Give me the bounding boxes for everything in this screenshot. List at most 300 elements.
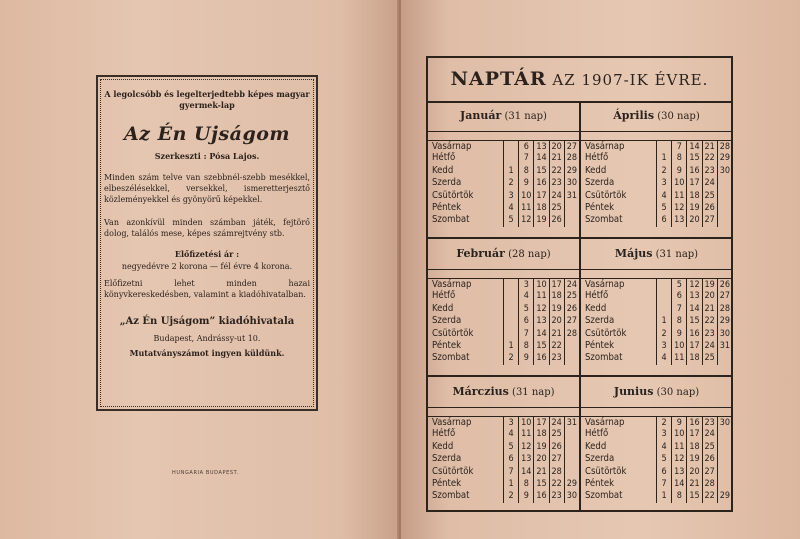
month-name: Márczius — [452, 385, 509, 398]
date-cell: 3 — [504, 416, 519, 428]
weekday-row — [581, 478, 732, 490]
date-cell: 25 — [703, 441, 718, 453]
date-cell: 5 — [504, 441, 519, 453]
date-cell: 27 — [566, 142, 577, 152]
month-rows — [428, 408, 579, 503]
month-day-count: (30 nap) — [653, 387, 700, 398]
date-cell: 22 — [703, 315, 718, 327]
weekday-name: Szombat — [581, 214, 657, 226]
weekday-row — [581, 352, 732, 364]
date-cell: 26 — [703, 453, 718, 465]
date-cell: 14 — [687, 140, 702, 152]
date-cell — [718, 453, 732, 465]
date-cell: 11 — [534, 290, 549, 302]
date-cell: 13 — [534, 140, 549, 152]
date-cell: 15 — [534, 478, 549, 490]
date-cell: 3 — [519, 278, 534, 290]
weekday-row — [581, 416, 732, 428]
date-cell: 4 — [519, 290, 534, 302]
date-cell: 31 — [566, 418, 577, 428]
date-cell: 17 — [687, 428, 702, 440]
date-cell: 30 — [719, 328, 730, 339]
date-cell: 23 — [703, 416, 718, 428]
date-cell — [657, 290, 672, 302]
date-cell: 20 — [550, 140, 565, 152]
date-cell: 1 — [657, 152, 672, 164]
date-cell: 28 — [703, 478, 718, 490]
date-cell: 24 — [703, 428, 718, 440]
date-cell — [504, 140, 519, 152]
date-cell: 4 — [504, 202, 519, 214]
weekday-name: Csütörtök — [581, 328, 657, 340]
date-cell: 5 — [519, 303, 534, 315]
date-cell — [565, 466, 579, 478]
date-cell — [504, 278, 519, 290]
date-cell — [504, 303, 519, 315]
weekday-name: Szombat — [581, 490, 657, 502]
weekday-row — [581, 453, 732, 465]
month-block — [581, 377, 732, 503]
date-cell — [718, 202, 732, 214]
date-cell: 17 — [534, 416, 549, 428]
date-cell: 23 — [703, 165, 718, 177]
month-name: Február — [456, 247, 505, 260]
date-cell: 13 — [672, 466, 687, 478]
date-cell: 14 — [534, 328, 549, 340]
date-cell: 26 — [703, 202, 718, 214]
date-cell — [657, 303, 672, 315]
month-day-count: (31 nap) — [652, 249, 699, 260]
date-cell: 27 — [719, 291, 730, 302]
month-block — [581, 101, 732, 227]
advertisement-box — [96, 75, 318, 411]
date-cell: 2 — [657, 416, 672, 428]
date-cell — [565, 202, 579, 214]
date-cell: 4 — [657, 190, 672, 202]
date-cell: 2 — [504, 352, 519, 364]
date-cell: 5 — [657, 202, 672, 214]
date-cell: 18 — [534, 202, 549, 214]
month-header — [428, 101, 579, 132]
weekday-name: Kedd — [581, 441, 657, 453]
weekday-name: Vasárnap — [428, 278, 504, 290]
weekday-name: Vasárnap — [581, 278, 657, 290]
date-cell: 3 — [657, 177, 672, 189]
date-cell: 23 — [550, 352, 565, 364]
date-cell: 22 — [550, 478, 565, 490]
ad-address: Budapest, Andrássy-ut 10. — [153, 334, 261, 343]
date-cell: 30 — [566, 178, 577, 189]
date-cell: 21 — [687, 478, 702, 490]
date-cell: 1 — [657, 315, 672, 327]
weekday-name: Csütörtök — [581, 466, 657, 478]
ad-subscription-label: Előfizetési ár : — [174, 249, 240, 259]
month-header — [428, 239, 579, 270]
date-cell — [718, 352, 732, 364]
month-header — [581, 377, 732, 408]
weekday-row — [428, 340, 579, 352]
weekday-row — [428, 416, 579, 428]
weekday-name: Péntek — [428, 340, 504, 352]
date-cell — [718, 466, 732, 478]
date-cell: 20 — [687, 466, 702, 478]
weekday-row — [581, 428, 732, 440]
date-cell: 29 — [566, 478, 577, 489]
ad-title: Az Én Ujságom — [123, 123, 291, 145]
weekday-row — [428, 466, 579, 478]
ad-paragraph-3: Előfizetni lehet minden hazai könyvkereskedésben, valamint a kiadóhivatalban. — [104, 279, 310, 299]
date-cell: 5 — [657, 453, 672, 465]
weekday-row — [581, 214, 732, 226]
month-header — [428, 377, 579, 408]
weekday-row — [581, 315, 732, 327]
month-day-count: (28 nap) — [504, 249, 551, 260]
weekday-row — [581, 328, 732, 340]
month-block — [428, 377, 579, 503]
date-cell: 18 — [687, 441, 702, 453]
date-cell — [565, 441, 579, 453]
date-cell: 14 — [687, 303, 702, 315]
month-header — [581, 239, 732, 270]
date-cell: 29 — [719, 153, 730, 164]
date-cell: 24 — [550, 416, 565, 428]
month-day-count: (31 nap) — [501, 111, 547, 122]
month-header — [581, 101, 732, 132]
date-cell: 22 — [703, 490, 718, 502]
date-cell: 11 — [519, 428, 534, 440]
month-rows — [581, 270, 732, 365]
date-cell: 30 — [566, 491, 577, 502]
weekday-name: Csütörtök — [581, 190, 657, 202]
date-cell: 26 — [719, 280, 730, 290]
weekday-name: Szombat — [581, 352, 657, 364]
date-cell: 16 — [687, 416, 702, 428]
weekday-row — [581, 140, 732, 152]
date-cell: 6 — [519, 140, 534, 152]
date-cell: 12 — [519, 441, 534, 453]
weekday-row — [428, 152, 579, 164]
month-name: Junius — [613, 385, 654, 398]
month-day-count: (31 nap) — [508, 387, 555, 398]
date-cell: 25 — [550, 202, 565, 214]
date-cell — [565, 340, 579, 352]
date-cell: 13 — [519, 453, 534, 465]
date-cell: 31 — [566, 190, 577, 201]
date-cell: 4 — [657, 352, 672, 364]
date-cell: 20 — [534, 453, 549, 465]
weekday-row — [428, 140, 579, 152]
weekday-row — [428, 290, 579, 302]
weekday-name: Vasárnap — [581, 140, 657, 152]
date-cell: 9 — [672, 165, 687, 177]
date-cell: 25 — [703, 190, 718, 202]
date-cell: 8 — [519, 340, 534, 352]
date-cell: 4 — [504, 428, 519, 440]
weekday-row — [428, 177, 579, 189]
date-cell: 11 — [672, 352, 687, 364]
weekday-name: Vasárnap — [428, 140, 504, 152]
date-cell: 23 — [550, 490, 565, 502]
date-cell: 10 — [672, 340, 687, 352]
weekday-row — [428, 490, 579, 502]
date-cell: 12 — [687, 278, 702, 290]
date-cell — [657, 140, 672, 152]
date-cell: 3 — [504, 190, 519, 202]
weekday-name: Szerda — [581, 177, 657, 189]
weekday-name: Szombat — [428, 352, 504, 364]
date-cell: 1 — [504, 478, 519, 490]
date-cell: 28 — [719, 303, 730, 314]
date-cell: 9 — [519, 352, 534, 364]
date-cell: 19 — [687, 453, 702, 465]
ad-publisher: „Az Én Ujságom” kiadóhivatala — [119, 316, 295, 327]
date-cell: 2 — [657, 328, 672, 340]
date-cell: 19 — [534, 441, 549, 453]
ad-sample-note: Mutatványszámot ingyen küldünk. — [129, 348, 285, 358]
date-cell — [565, 428, 579, 440]
date-cell — [565, 214, 579, 226]
date-cell: 21 — [534, 466, 549, 478]
date-cell: 17 — [687, 340, 702, 352]
weekday-name: Csütörtök — [428, 328, 504, 340]
date-cell: 10 — [519, 190, 534, 202]
date-cell: 7 — [504, 466, 519, 478]
date-cell — [504, 315, 519, 327]
date-cell: 10 — [534, 278, 549, 290]
date-cell: 8 — [519, 165, 534, 177]
date-cell: 21 — [703, 140, 718, 152]
date-cell: 24 — [703, 340, 718, 352]
date-cell: 25 — [550, 428, 565, 440]
date-cell: 31 — [719, 340, 730, 351]
date-cell: 22 — [550, 340, 565, 352]
date-cell: 11 — [672, 441, 687, 453]
date-cell: 15 — [687, 490, 702, 502]
date-cell: 15 — [534, 165, 549, 177]
date-cell: 27 — [566, 316, 577, 327]
date-cell: 24 — [550, 190, 565, 202]
date-cell: 24 — [566, 280, 577, 290]
date-cell: 7 — [672, 303, 687, 315]
date-cell: 6 — [519, 315, 534, 327]
weekday-name: Kedd — [581, 165, 657, 177]
weekday-row — [581, 340, 732, 352]
weekday-row — [428, 328, 579, 340]
date-cell: 19 — [534, 214, 549, 226]
weekday-row — [428, 303, 579, 315]
weekday-row — [581, 278, 732, 290]
weekday-row — [428, 441, 579, 453]
month-block — [428, 101, 579, 227]
date-cell: 28 — [719, 142, 730, 152]
date-cell: 9 — [672, 416, 687, 428]
printer-imprint: HUNGARIA BUDAPEST. — [172, 470, 239, 476]
date-cell: 15 — [687, 315, 702, 327]
weekday-name: Szerda — [428, 453, 504, 465]
date-cell: 24 — [703, 177, 718, 189]
weekday-row — [581, 290, 732, 302]
calendar-title — [428, 58, 731, 103]
date-cell: 17 — [550, 278, 565, 290]
weekday-row — [581, 165, 732, 177]
weekday-name: Hétfő — [428, 290, 504, 302]
date-cell: 15 — [534, 340, 549, 352]
date-cell: 30 — [719, 165, 730, 176]
weekday-name: Csütörtök — [428, 190, 504, 202]
date-cell: 19 — [550, 303, 565, 315]
weekday-name: Péntek — [581, 202, 657, 214]
weekday-name: Csütörtök — [428, 466, 504, 478]
date-cell: 1 — [657, 490, 672, 502]
date-cell: 28 — [566, 328, 577, 339]
month-block — [428, 239, 579, 365]
date-cell: 21 — [550, 152, 565, 164]
date-cell: 10 — [672, 177, 687, 189]
month-rows — [428, 132, 579, 227]
date-cell: 12 — [672, 202, 687, 214]
date-cell: 16 — [534, 490, 549, 502]
date-cell: 13 — [687, 290, 702, 302]
date-cell: 12 — [672, 453, 687, 465]
weekday-name: Péntek — [428, 202, 504, 214]
date-cell: 6 — [504, 453, 519, 465]
date-cell: 28 — [566, 153, 577, 164]
date-cell: 9 — [519, 490, 534, 502]
weekday-name: Szerda — [581, 453, 657, 465]
weekday-name: Kedd — [428, 303, 504, 315]
date-cell: 29 — [566, 165, 577, 176]
weekday-name: Péntek — [581, 340, 657, 352]
weekday-name: Hétfő — [581, 290, 657, 302]
ad-subscription-price: negyedévre 2 korona — fél évre 4 korona. — [121, 262, 293, 271]
date-cell: 15 — [687, 152, 702, 164]
date-cell: 14 — [672, 478, 687, 490]
date-cell: 22 — [703, 152, 718, 164]
month-rows — [581, 132, 732, 227]
date-cell: 10 — [672, 428, 687, 440]
calendar-title-main: NAPTÁR — [450, 68, 547, 90]
date-cell: 19 — [703, 278, 718, 290]
date-cell: 14 — [519, 466, 534, 478]
date-cell: 20 — [550, 315, 565, 327]
weekday-name: Hétfő — [428, 152, 504, 164]
date-cell — [504, 152, 519, 164]
date-cell: 11 — [672, 190, 687, 202]
date-cell: 5 — [504, 214, 519, 226]
weekday-name: Kedd — [581, 303, 657, 315]
date-cell: 18 — [550, 290, 565, 302]
date-cell — [657, 278, 672, 290]
date-cell: 23 — [550, 177, 565, 189]
weekday-row — [428, 315, 579, 327]
weekday-row — [428, 478, 579, 490]
date-cell: 25 — [703, 352, 718, 364]
date-cell: 2 — [504, 490, 519, 502]
date-cell: 26 — [550, 441, 565, 453]
calendar-table — [426, 56, 733, 512]
month-name: Január — [460, 109, 502, 122]
date-cell: 16 — [687, 328, 702, 340]
weekday-row — [581, 177, 732, 189]
date-cell: 6 — [657, 214, 672, 226]
date-cell: 18 — [534, 428, 549, 440]
date-cell: 11 — [519, 202, 534, 214]
weekday-row — [428, 453, 579, 465]
date-cell: 20 — [703, 290, 718, 302]
date-cell: 23 — [703, 328, 718, 340]
ad-paragraph-2: Van azonkívül minden számban játék, fejtörő dolog, találós mese, képes számrejtvény stb. — [104, 218, 310, 238]
month-day-count: (30 nap) — [654, 111, 700, 122]
date-cell: 29 — [719, 316, 730, 327]
date-cell — [718, 478, 732, 490]
weekday-name: Szombat — [428, 214, 504, 226]
date-cell: 16 — [687, 165, 702, 177]
date-cell: 16 — [534, 177, 549, 189]
date-cell: 9 — [672, 328, 687, 340]
date-cell: 14 — [534, 152, 549, 164]
date-cell: 7 — [519, 152, 534, 164]
date-cell: 13 — [672, 214, 687, 226]
weekday-name: Szerda — [581, 315, 657, 327]
weekday-name: Kedd — [428, 441, 504, 453]
date-cell: 6 — [657, 466, 672, 478]
date-cell: 18 — [687, 190, 702, 202]
weekday-row — [428, 165, 579, 177]
weekday-name: Hétfő — [581, 428, 657, 440]
weekday-row — [428, 352, 579, 364]
date-cell — [718, 441, 732, 453]
date-cell: 30 — [719, 418, 730, 428]
date-cell — [718, 190, 732, 202]
date-cell: 2 — [504, 177, 519, 189]
date-cell: 22 — [550, 165, 565, 177]
ad-paragraph-1: Minden szám telve van szebbnél-szebb mesékkel, elbeszélésekkel, versekkel, ismeretterjesztő közleményekkel és gyönyörű képekkel. — [104, 173, 310, 204]
date-cell: 5 — [672, 278, 687, 290]
date-cell: 7 — [519, 328, 534, 340]
weekday-row — [581, 490, 732, 502]
date-cell: 20 — [687, 214, 702, 226]
date-cell: 12 — [534, 303, 549, 315]
weekday-row — [428, 278, 579, 290]
date-cell: 17 — [534, 190, 549, 202]
ad-editor: Szerkeszti : Pósa Lajos. — [154, 151, 260, 161]
left-page — [0, 0, 399, 539]
weekday-row — [581, 152, 732, 164]
month-name: Április — [613, 109, 655, 122]
date-cell: 8 — [672, 490, 687, 502]
date-cell: 1 — [504, 340, 519, 352]
date-cell: 12 — [519, 214, 534, 226]
date-cell: 18 — [687, 352, 702, 364]
weekday-row — [428, 214, 579, 226]
date-cell: 27 — [703, 466, 718, 478]
date-cell: 17 — [687, 177, 702, 189]
date-cell — [565, 453, 579, 465]
date-cell: 29 — [719, 491, 730, 502]
weekday-name: Vasárnap — [428, 416, 504, 428]
weekday-name: Szerda — [428, 315, 504, 327]
weekday-name: Szerda — [428, 177, 504, 189]
date-cell: 4 — [657, 441, 672, 453]
calendar-title-year: AZ 1907-IK ÉVRE. — [552, 71, 709, 89]
date-cell: 1 — [504, 165, 519, 177]
weekday-name: Hétfő — [428, 428, 504, 440]
date-cell: 7 — [672, 140, 687, 152]
month-rows — [581, 408, 732, 503]
month-block — [581, 239, 732, 365]
weekday-name: Péntek — [428, 478, 504, 490]
weekday-row — [581, 202, 732, 214]
